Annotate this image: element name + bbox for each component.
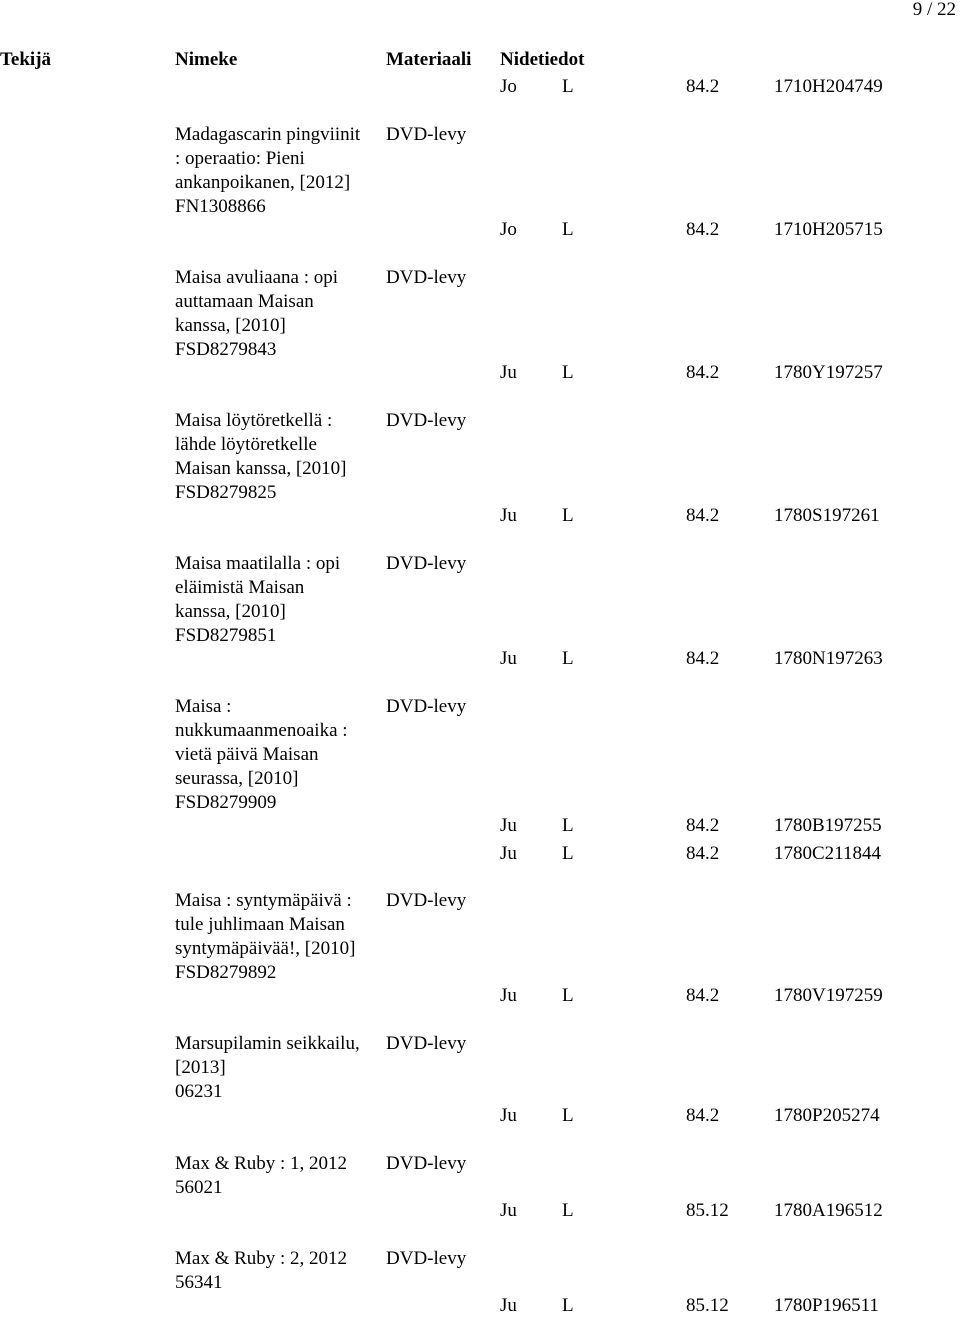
record-title-line: kanssa, [2010] bbox=[175, 315, 286, 336]
holding-barcode: 1780N197263 bbox=[774, 648, 883, 669]
record-title bbox=[175, 1152, 380, 1200]
record-title-line: FN1308866 bbox=[175, 196, 266, 217]
holding-barcode: 1780S197261 bbox=[774, 505, 880, 526]
holding-type: L bbox=[562, 76, 574, 97]
holding-row bbox=[0, 504, 960, 528]
record-title-line: [2013] bbox=[175, 1057, 226, 1078]
holding-row bbox=[0, 1294, 960, 1318]
record-title-line: Maisa maatilalla : opi bbox=[175, 553, 341, 574]
holding-type: L bbox=[562, 1105, 574, 1126]
record-title-line: Madagascarin pingviinit bbox=[175, 124, 361, 145]
record-title bbox=[175, 1247, 380, 1295]
header-title: Nimeke bbox=[175, 49, 238, 70]
holding-type: L bbox=[562, 505, 574, 526]
holding-location: Ju bbox=[500, 815, 517, 836]
holding-location: Ju bbox=[500, 1105, 517, 1126]
record-title-line: FSD8279909 bbox=[175, 792, 277, 813]
record-title-line: seurassa, [2010] bbox=[175, 768, 299, 789]
record-title-line: Maisa : bbox=[175, 696, 232, 717]
holding-barcode: 1780A196512 bbox=[774, 1200, 883, 1221]
holding-row bbox=[0, 361, 960, 385]
holding-barcode: 1710H205715 bbox=[774, 219, 883, 240]
holding-type: L bbox=[562, 815, 574, 836]
record-title-line: FSD8279892 bbox=[175, 962, 277, 983]
holding-class: 84.2 bbox=[686, 648, 720, 669]
page-number: 9 / 22 bbox=[912, 0, 956, 20]
holding-barcode: 1710H204749 bbox=[774, 76, 883, 97]
holding-barcode: 1780B197255 bbox=[774, 815, 882, 836]
record-material: DVD-levy bbox=[386, 890, 467, 911]
record-title-line: Maisa löytöretkellä : bbox=[175, 410, 333, 431]
record-material: DVD-levy bbox=[386, 267, 467, 288]
holding-barcode: 1780P196511 bbox=[774, 1295, 879, 1316]
holding-barcode: 1780Y197257 bbox=[774, 362, 883, 383]
record-title-line: 56021 bbox=[175, 1177, 223, 1198]
holding-class: 84.2 bbox=[686, 1105, 720, 1126]
record-title-line: 06231 bbox=[175, 1081, 223, 1102]
holding-row bbox=[0, 842, 960, 866]
holding-location: Ju bbox=[500, 505, 517, 526]
holding-class: 84.2 bbox=[686, 505, 720, 526]
header-material: Materiaali bbox=[386, 49, 472, 70]
holding-barcode: 1780C211844 bbox=[774, 843, 881, 864]
record-title-line: FSD8279825 bbox=[175, 482, 277, 503]
record-material: DVD-levy bbox=[386, 696, 467, 717]
holding-location: Ju bbox=[500, 1200, 517, 1221]
record-title bbox=[175, 123, 380, 219]
record-material: DVD-levy bbox=[386, 553, 467, 574]
holding-type: L bbox=[562, 985, 574, 1006]
record-title-line: Marsupilamin seikkailu, bbox=[175, 1033, 360, 1054]
record-title bbox=[175, 552, 380, 648]
record-title-line: Max & Ruby : 2, 2012 bbox=[175, 1248, 348, 1269]
holding-class: 84.2 bbox=[686, 219, 720, 240]
record-title-line: 56341 bbox=[175, 1272, 223, 1293]
record-title-line: auttamaan Maisan bbox=[175, 291, 314, 312]
record-title-line: FSD8279851 bbox=[175, 625, 277, 646]
record-title bbox=[175, 1032, 380, 1104]
record-title-line: Maisa avuliaana : opi bbox=[175, 267, 339, 288]
holding-location: Jo bbox=[500, 76, 517, 97]
record-title bbox=[175, 409, 380, 505]
record-material: DVD-levy bbox=[386, 1033, 467, 1054]
record-material: DVD-levy bbox=[386, 410, 467, 431]
holding-type: L bbox=[562, 219, 574, 240]
record-title-line: : operaatio: Pieni bbox=[175, 148, 305, 169]
record-title-line: lähde löytöretkelle bbox=[175, 434, 317, 455]
holding-class: 84.2 bbox=[686, 985, 720, 1006]
record-title-line: Maisan kanssa, [2010] bbox=[175, 458, 347, 479]
holding-class: 84.2 bbox=[686, 815, 720, 836]
holding-location: Ju bbox=[500, 843, 517, 864]
holding-barcode: 1780P205274 bbox=[774, 1105, 880, 1126]
record-material: DVD-levy bbox=[386, 124, 467, 145]
holding-row bbox=[0, 1199, 960, 1223]
holding-location: Ju bbox=[500, 1295, 517, 1316]
record-title-line: Max & Ruby : 1, 2012 bbox=[175, 1153, 348, 1174]
record-title-line: ankanpoikanen, [2012] bbox=[175, 172, 351, 193]
record-title bbox=[175, 695, 380, 815]
holding-row bbox=[0, 218, 960, 242]
holding-class: 85.12 bbox=[686, 1200, 729, 1221]
holding-row bbox=[0, 75, 960, 99]
record-title-line: nukkumaanmenoaika : bbox=[175, 720, 348, 741]
holding-location: Ju bbox=[500, 362, 517, 383]
holding-type: L bbox=[562, 362, 574, 383]
holding-location: Ju bbox=[500, 985, 517, 1006]
record-title-line: Maisa : syntymäpäivä : bbox=[175, 890, 352, 911]
record-title-line: syntymäpäivää!, [2010] bbox=[175, 938, 356, 959]
record-title bbox=[175, 266, 380, 362]
record-title bbox=[175, 889, 380, 985]
record-title-line: kanssa, [2010] bbox=[175, 601, 286, 622]
holding-row bbox=[0, 984, 960, 1008]
record-material: DVD-levy bbox=[386, 1248, 467, 1269]
holding-class: 84.2 bbox=[686, 843, 720, 864]
holding-class: 84.2 bbox=[686, 362, 720, 383]
record-title-line: eläimistä Maisan bbox=[175, 577, 305, 598]
holding-class: 85.12 bbox=[686, 1295, 729, 1316]
header-holdings: Nidetiedot bbox=[500, 49, 585, 70]
holding-location: Jo bbox=[500, 219, 517, 240]
holding-type: L bbox=[562, 843, 574, 864]
holding-row bbox=[0, 647, 960, 671]
holding-type: L bbox=[562, 1200, 574, 1221]
holding-location: Ju bbox=[500, 648, 517, 669]
record-material: DVD-levy bbox=[386, 1153, 467, 1174]
holding-type: L bbox=[562, 648, 574, 669]
record-title-line: tule juhlimaan Maisan bbox=[175, 914, 345, 935]
record-title-line: FSD8279843 bbox=[175, 339, 277, 360]
holding-row bbox=[0, 1104, 960, 1128]
holding-barcode: 1780V197259 bbox=[774, 985, 883, 1006]
holding-type: L bbox=[562, 1295, 574, 1316]
record-title-line: vietä päivä Maisan bbox=[175, 744, 319, 765]
holding-row bbox=[0, 814, 960, 838]
header-author: Tekijä bbox=[0, 49, 52, 70]
holding-class: 84.2 bbox=[686, 76, 720, 97]
